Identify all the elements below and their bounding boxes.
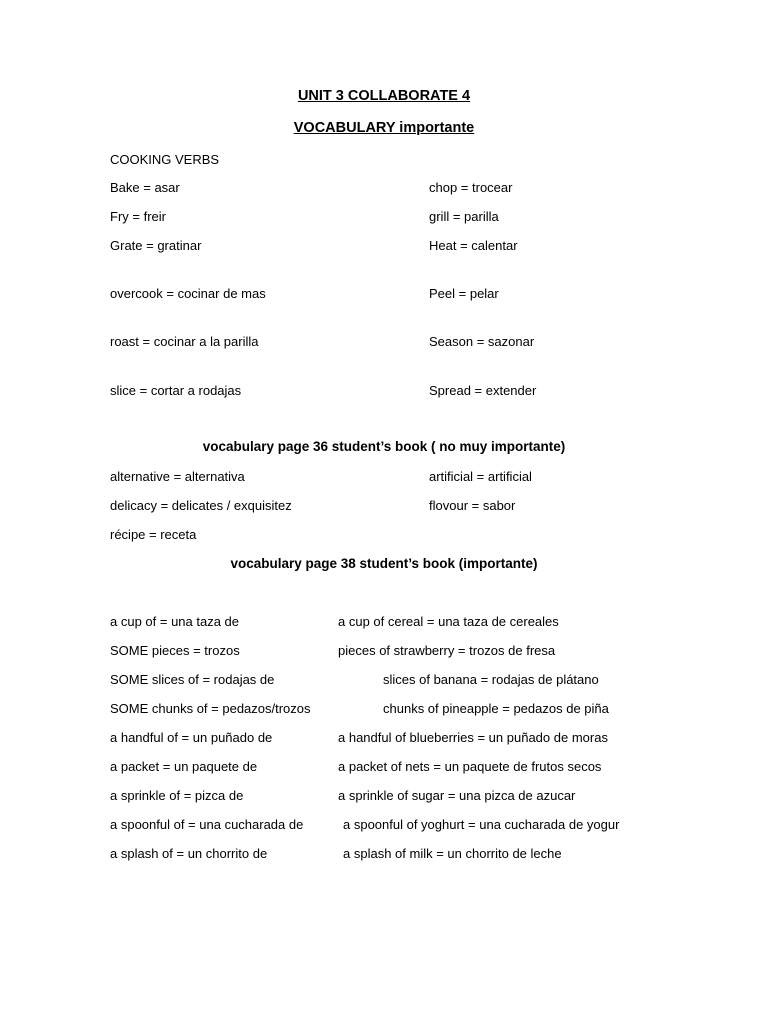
page38-item-left: a sprinkle of = pizca de xyxy=(110,788,244,803)
cooking-verb-left: overcook = cocinar de mas xyxy=(110,286,266,301)
page38-item-left: a packet = un paquete de xyxy=(110,759,258,774)
cooking-verb-right: Heat = calentar xyxy=(429,238,518,253)
document-title: UNIT 3 COLLABORATE 4 xyxy=(297,88,471,104)
page38-item-left: a handful of = un puñado de xyxy=(110,730,273,745)
cooking-verb-right: grill = parilla xyxy=(429,209,499,224)
document-subtitle: VOCABULARY importante xyxy=(293,120,475,136)
page38-item-left: SOME slices of = rodajas de xyxy=(110,672,275,687)
page36-item-left: récipe = receta xyxy=(110,527,197,542)
cooking-verb-right: Spread = extender xyxy=(429,383,537,398)
cooking-verbs-heading: COOKING VERBS xyxy=(110,152,220,167)
cooking-verb-right: chop = trocear xyxy=(429,180,513,195)
page38-item-right: a splash of milk = un chorrito de leche xyxy=(343,846,562,861)
page36-item-right: flovour = sabor xyxy=(429,498,516,513)
page38-item-left: SOME pieces = trozos xyxy=(110,643,240,658)
page38-item-left: a spoonful of = una cucharada de xyxy=(110,817,304,832)
page36-item-left: alternative = alternativa xyxy=(110,469,245,484)
page38-item-left: a splash of = un chorrito de xyxy=(110,846,268,861)
page38-item-right: a spoonful of yoghurt = una cucharada de yogur xyxy=(343,817,620,832)
page36-heading: vocabulary page 36 student’s book ( no muy importante) xyxy=(202,439,566,454)
page38-item-right: pieces of strawberry = trozos de fresa xyxy=(338,643,556,658)
page38-item-right: chunks of pineapple = pedazos de piña xyxy=(383,701,609,716)
page38-item-right: a sprinkle of sugar = una pizca de azucar xyxy=(338,788,576,803)
cooking-verb-left: Bake = asar xyxy=(110,180,180,195)
page38-item-right: a handful of blueberries = un puñado de moras xyxy=(338,730,608,745)
page36-item-right: artificial = artificial xyxy=(429,469,532,484)
cooking-verb-left: roast = cocinar a la parilla xyxy=(110,334,259,349)
page38-item-left: a cup of = una taza de xyxy=(110,614,240,629)
page38-item-right: slices of banana = rodajas de plátano xyxy=(383,672,599,687)
page38-item-right: a cup of cereal = una taza de cereales xyxy=(338,614,559,629)
page36-item-left: delicacy = delicates / exquisitez xyxy=(110,498,292,513)
cooking-verb-right: Peel = pelar xyxy=(429,286,499,301)
cooking-verb-left: Grate = gratinar xyxy=(110,238,202,253)
page38-heading: vocabulary page 38 student’s book (importante) xyxy=(230,556,538,571)
page38-item-left: SOME chunks of = pedazos/trozos xyxy=(110,701,311,716)
page38-item-right: a packet of nets = un paquete de frutos secos xyxy=(338,759,602,774)
cooking-verb-right: Season = sazonar xyxy=(429,334,535,349)
cooking-verb-left: Fry = freir xyxy=(110,209,166,224)
cooking-verb-left: slice = cortar a rodajas xyxy=(110,383,242,398)
